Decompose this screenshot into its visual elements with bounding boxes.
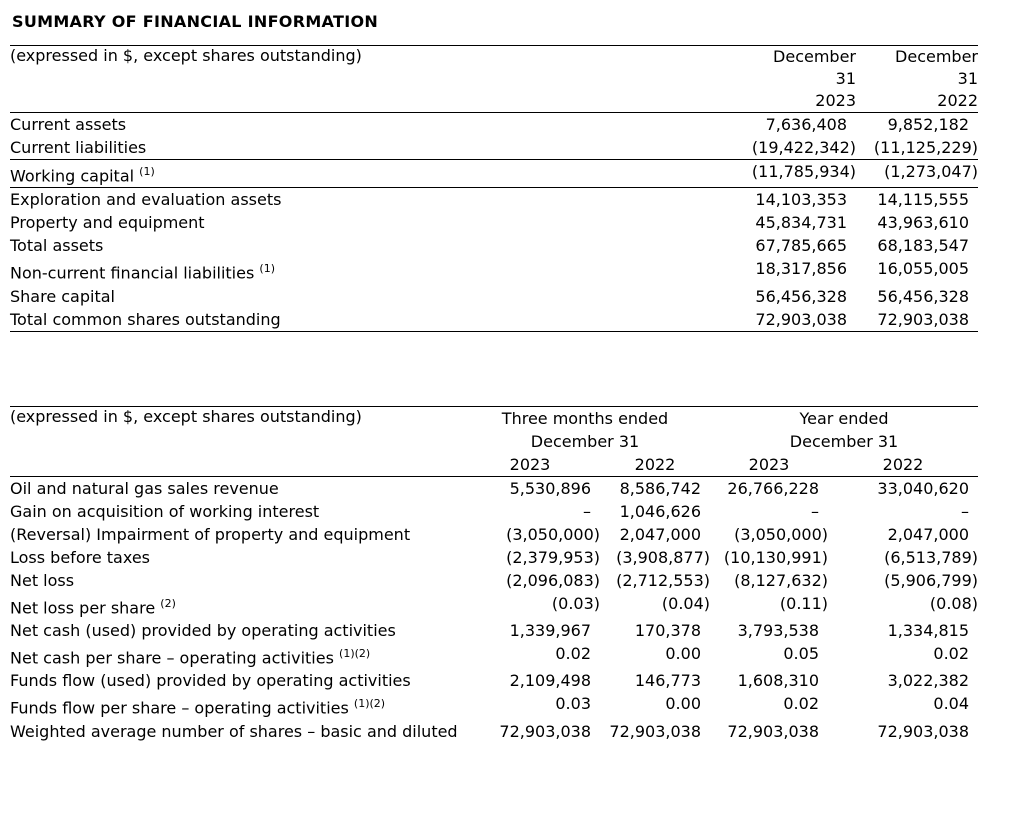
table-row: [10, 160, 978, 188]
header-line: 31: [957, 69, 978, 88]
column-group-year-ended: [710, 406, 978, 453]
row-label-text: Property and equipment: [10, 213, 205, 233]
value-cell: (3,908,877): [616, 547, 710, 567]
value-cell: 72,903,038: [856, 308, 978, 332]
row-label-text: Working capital: [10, 166, 135, 186]
footnote-marker: (1)(2): [339, 646, 371, 660]
value-cell: (3,050,000): [734, 524, 828, 544]
value-cell: (3,050,000): [506, 524, 600, 544]
table-row: [10, 569, 978, 592]
table-row: [10, 476, 978, 500]
row-label: [10, 160, 696, 188]
value-cell: 43,963,610: [877, 213, 969, 233]
row-label-text: Share capital: [10, 286, 115, 306]
value-cell: 0.00: [665, 643, 701, 663]
row-label-text: Exploration and evaluation assets: [10, 190, 282, 210]
row-label: [10, 476, 460, 500]
table2-header: [10, 406, 978, 476]
table-row: [10, 619, 978, 642]
column-header-fy-2022: 2022: [828, 453, 978, 477]
value-cell: –: [811, 501, 819, 521]
table-row: [10, 523, 978, 546]
value-cell: 0.02: [933, 643, 970, 663]
row-label: [10, 642, 460, 669]
value-cell: 1,046,626: [619, 501, 701, 521]
table-row: [10, 642, 978, 669]
row-label: [10, 211, 696, 234]
row-label-text: Funds flow (used) provided by operating activities: [10, 671, 411, 691]
value-cell: 18,317,856: [755, 259, 847, 279]
row-label: [10, 523, 460, 546]
table-row: [10, 188, 978, 212]
table-row: [10, 136, 978, 160]
row-label: [10, 308, 696, 332]
value-cell: 72,903,038: [727, 721, 819, 741]
value-cell: 2,109,498: [509, 671, 591, 691]
value-cell: –: [961, 501, 970, 521]
row-label: [10, 720, 460, 743]
row-label: [10, 500, 460, 523]
table-row: [10, 669, 978, 692]
value-cell: 5,530,896: [509, 478, 591, 498]
row-label-text: Net cash per share – operating activities: [10, 648, 334, 668]
value-cell: 0.04: [933, 694, 970, 714]
value-cell: 3,022,382: [887, 671, 970, 691]
header-line: December 31: [789, 431, 899, 451]
table2-body: [10, 476, 978, 742]
value-cell: 72,903,038: [499, 721, 591, 741]
value-cell: 16,055,005: [877, 259, 969, 279]
row-label-text: Current liabilities: [10, 138, 147, 157]
value-cell: (0.03): [551, 593, 600, 613]
value-cell: (6,513,789): [884, 547, 979, 567]
row-label-text: Net cash (used) provided by operating activities: [10, 620, 396, 640]
row-label-text: Funds flow per share – operating activities: [10, 698, 349, 718]
table2-group-header-row: [10, 406, 978, 453]
table-row: [10, 211, 978, 234]
value-cell: (0.08): [929, 593, 979, 613]
table1-header-row: [10, 46, 978, 113]
table-row: [10, 285, 978, 308]
table-row: [10, 546, 978, 569]
column-header-december-31-2023: [696, 46, 856, 113]
row-label: [10, 569, 460, 592]
value-cell: 0.02: [783, 694, 819, 714]
value-cell: (5,906,799): [884, 570, 979, 590]
value-cell: (2,379,953): [506, 547, 600, 567]
table-row: [10, 692, 978, 719]
row-label-text: Net loss per share: [10, 597, 156, 617]
row-label-text: Non-current financial liabilities: [10, 263, 255, 283]
row-label: [10, 669, 460, 692]
value-cell: 72,903,038: [696, 308, 856, 332]
row-label: [10, 592, 460, 619]
row-label: [10, 546, 460, 569]
table-row: [10, 257, 978, 284]
value-cell: 0.05: [783, 643, 819, 663]
footnote-marker: (1)(2): [353, 697, 386, 711]
table-row: [10, 308, 978, 332]
row-label: [10, 113, 696, 137]
value-cell: 146,773: [634, 671, 701, 691]
table-row: [10, 113, 978, 137]
row-label: [10, 188, 696, 212]
row-label: [10, 257, 696, 284]
value-cell: (0.11): [779, 593, 828, 613]
row-label-text: Net loss: [10, 570, 75, 590]
value-cell: 68,183,547: [877, 236, 969, 256]
value-cell: (2,712,553): [616, 570, 710, 590]
column-header-fy-2023: 2023: [710, 453, 828, 477]
table1-header: [10, 46, 978, 113]
header-line: December: [895, 47, 978, 66]
value-cell: 1,334,815: [887, 620, 970, 640]
value-cell: 72,903,038: [877, 721, 970, 741]
value-cell: 45,834,731: [755, 213, 847, 233]
value-cell: 2,047,000: [887, 524, 970, 544]
value-cell: (19,422,342): [696, 136, 856, 160]
value-cell: 1,608,310: [737, 671, 819, 691]
column-header-december-31-2022: [856, 46, 978, 113]
value-cell: 0.02: [555, 643, 591, 663]
value-cell: 26,766,228: [727, 478, 819, 498]
value-cell: 0.03: [555, 694, 591, 714]
table1-body: [10, 113, 978, 332]
table-row: [10, 592, 978, 619]
value-cell: 7,636,408: [765, 115, 847, 134]
header-line: December 31: [530, 431, 640, 451]
header-line: Three months ended: [501, 408, 669, 428]
row-label: [10, 136, 696, 160]
value-cell: (11,125,229): [856, 136, 978, 160]
value-cell: (0.04): [661, 593, 710, 613]
column-group-three-months-ended: [460, 406, 710, 453]
header-line: Year ended: [799, 408, 889, 428]
value-cell: 67,785,665: [755, 236, 847, 256]
column-header-q4-2023: 2023: [460, 453, 600, 477]
value-cell: 1,339,967: [509, 620, 591, 640]
value-cell: 0.00: [665, 694, 701, 714]
row-label-text: Current assets: [10, 115, 127, 134]
row-label-text: Total common shares outstanding: [10, 309, 281, 329]
row-label: [10, 234, 696, 257]
value-cell: 33,040,620: [877, 478, 970, 498]
row-label: [10, 692, 460, 719]
table-row: [10, 234, 978, 257]
row-label-text: Oil and natural gas sales revenue: [10, 478, 279, 498]
table-row: [10, 500, 978, 523]
table-row: [10, 720, 978, 743]
value-cell: –: [583, 501, 591, 521]
header-line: 2022: [937, 91, 978, 110]
value-cell: 14,103,353: [755, 190, 847, 210]
footnote-marker: (2): [160, 596, 176, 610]
units-note: (expressed in $, except shares outstanding): [10, 46, 696, 113]
value-cell: (1,273,047): [856, 160, 978, 188]
row-label-text: Gain on acquisition of working interest: [10, 501, 320, 521]
header-line: 31: [835, 69, 856, 88]
units-note: (expressed in $, except shares outstanding): [10, 406, 460, 476]
row-label-text: Loss before taxes: [10, 547, 150, 567]
value-cell: 170,378: [634, 620, 701, 640]
value-cell: 8,586,742: [619, 478, 701, 498]
page-title: SUMMARY OF FINANCIAL INFORMATION: [12, 12, 379, 31]
value-cell: 2,047,000: [619, 524, 701, 544]
value-cell: (8,127,632): [734, 570, 828, 590]
value-cell: (10,130,991): [723, 547, 828, 567]
value-cell: 56,456,328: [877, 286, 969, 306]
header-line: 2023: [815, 91, 856, 110]
row-label-text: Total assets: [10, 236, 104, 256]
value-cell: 56,456,328: [755, 286, 847, 306]
footnote-marker: (1): [139, 165, 155, 178]
row-label: [10, 285, 696, 308]
balance-sheet-summary-table: [10, 45, 978, 332]
row-label-text: Weighted average number of shares – basic and diluted: [10, 721, 458, 741]
footnote-marker: (1): [259, 262, 275, 276]
value-cell: 9,852,182: [887, 115, 969, 134]
header-line: December: [773, 47, 856, 66]
value-cell: 3,793,538: [737, 620, 819, 640]
value-cell: 14,115,555: [877, 190, 969, 210]
row-label: [10, 619, 460, 642]
value-cell: (2,096,083): [506, 570, 600, 590]
column-header-q4-2022: 2022: [600, 453, 710, 477]
row-label-text: (Reversal) Impairment of property and equipment: [10, 524, 411, 544]
value-cell: (11,785,934): [696, 160, 856, 188]
value-cell: 72,903,038: [609, 721, 701, 741]
operations-summary-table: [10, 406, 978, 743]
